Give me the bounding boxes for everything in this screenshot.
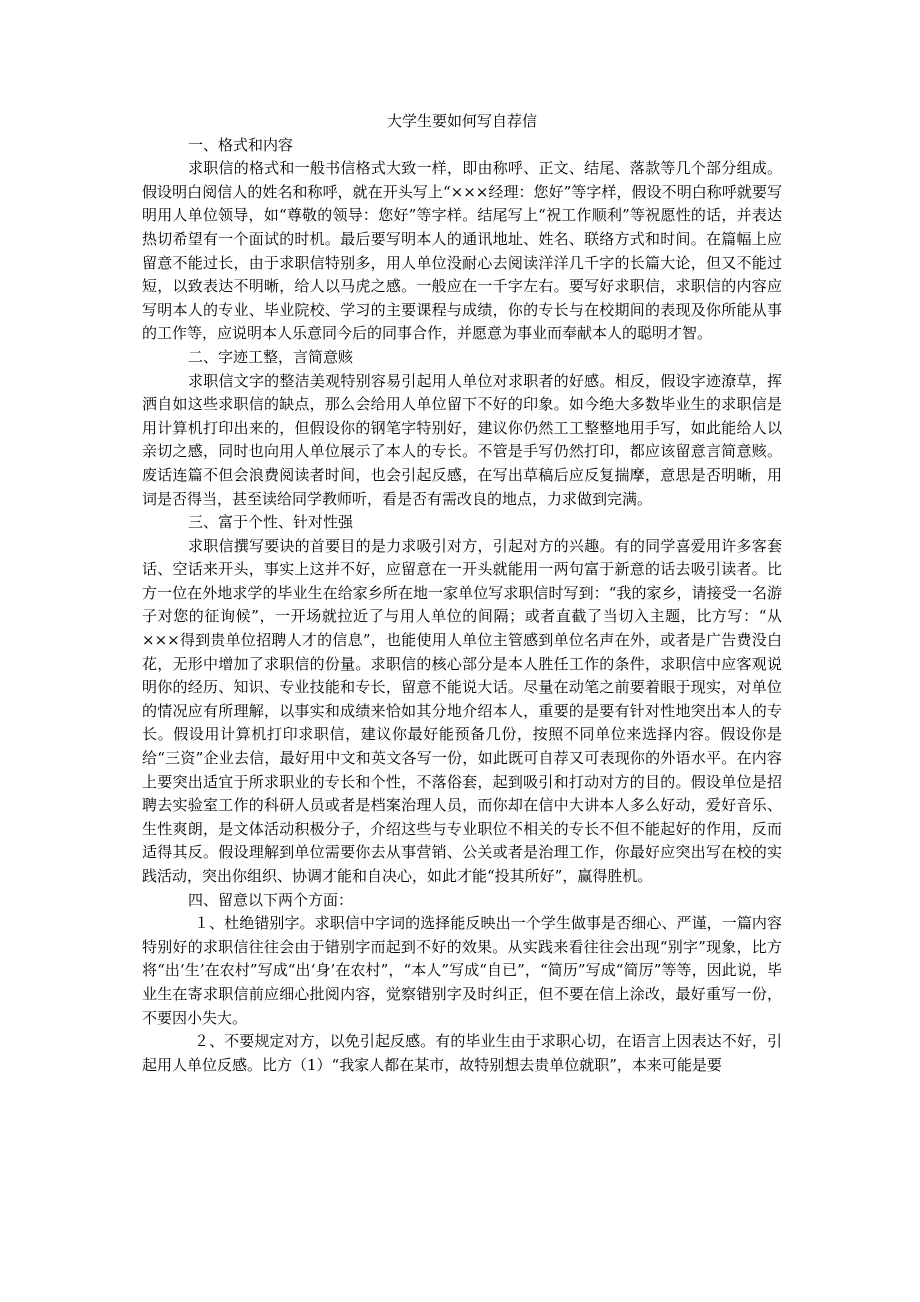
section-1-heading: 一、格式和内容 <box>188 135 294 154</box>
section-3-heading: 三、富于个性、针对性强 <box>188 513 354 532</box>
section-1-paragraph: 求职信的格式和一般书信格式大致一样，即由称呼、正文、结尾、落款等几个部分组成。假设明白阅信人的姓名和称呼，就在开头写上“×××经理：您好”等字样，假设不明白称呼就要写明用人单位领导，如“尊敬的领导：您好”等字样。结尾写上“祝工作顺利”等祝愿性的话，并表达热切希望有一个面试的时机。最后要写明本人的通讯地址、姓名、联络方式和时间。在篇幅上应留意不能过长，由于求职信特别多，用人单位没耐心去阅读洋洋几千字的长篇大论，但又不能过短，以致表达不明晰，给人以马虎之感。一般应在一千字左右。要写好求职信，求职信的内容应写明本人的专业、毕业院校、学习的主要课程与成绩，你的专长与在校期间的表现及你所能从事的工作等，应说明本人乐意同今后的同事合作，并愿意为事业而奉献本人的聪明才智。 <box>142 159 782 343</box>
section-4-heading: 四、留意以下两个方面： <box>188 890 354 909</box>
section-4-item-2: ２、不要规定对方，以免引起反感。有的毕业生由于求职心切，在语言上因表达不好，引起用人单位反感。比方（1）“我家人都在某市，故特别想去贵单位就职”，本来可能是要 <box>142 1032 782 1074</box>
section-2-paragraph: 求职信文字的整洁美观特别容易引起用人单位对求职者的好感。相反，假设字迹潦草，挥洒自如这些求职信的缺点，那么会给用人单位留下不好的印象。如今绝大多数毕业生的求职信是用计算机打印出来的，但假设你的钢笔字特别好，建议你仍然工工整整地用手写，如此能给人以亲切之感，同时也向用人单位展示了本人的专长。不管是手写仍然打印，都应该留意言简意赅。废话连篇不但会浪费阅读者时间，也会引起反感，在写出草稿后应反复揣摩，意思是否明晰，用词是否得当，甚至读给同学教师听，看是否有需改良的地点，力求做到完满。 <box>142 371 782 508</box>
section-3-paragraph: 求职信撰写要诀的首要目的是力求吸引对方，引起对方的兴趣。有的同学喜爱用许多客套话、空话来开头，事实上这并不好，应留意在一开头就能用一两句富于新意的话去吸引读者。比方一位在外地求学的毕业生在给家乡所在地一家单位写求职信时写到：“我的家乡，请接受一名游子对您的征询候”，一开场就拉近了与用人单位的间隔；或者直截了当切入主题，比方写：“从×××得到贵单位招聘人才的信息”，也能使用人单位主管感到单位名声在外，或者是广告费没白花，无形中增加了求职信的份量。求职信的核心部分是本人胜任工作的条件，求职信中应客观说明你的经历、知识、专业技能和专长，留意不能说大话。尽量在动笔之前要着眼于现实，对单位的情况应有所理解，以事实和成绩来恰如其分地介绍本人，重要的是要有针对性地突出本人的专长。假设用计算机打印求职信，建议你最好能预备几份，按照不同单位来选择内容。假设你是给“三资”企业去信，最好用中文和英文各写一份，如此既可自荐又可表现你的外语水平。在内容上要突出适宜于所求职业的专长和个性，不落俗套，起到吸引和打动对方的目的。假设单位是招聘去实验室工作的科研人员或者是档案治理人员，而你却在信中大讲本人多么好动，爱好音乐、生性爽朗，是文体活动积极分子，介绍这些与专业职位不相关的专长不但不能起好的作用，反而适得其反。假设理解到单位需要你去从事营销、公关或者是治理工作，你最好应突出写在校的实践活动，突出你组织、协调才能和自决心，如此才能“投其所好”，赢得胜机。 <box>142 536 782 885</box>
document-title: 大学生要如何写自荐信 <box>386 112 537 130</box>
section-2-heading: 二、字迹工整，言简意赅 <box>188 347 354 366</box>
document-body <box>142 110 782 1077</box>
section-4-item-1: １、杜绝错别字。求职信中字词的选择能反映出一个学生做事是否细心、严谨，一篇内容特别好的求职信往往会由于错别字而起到不好的效果。从实践来看往往会出现“别字”现象，比方将“出‘生’在农村”写成“出‘身’在农村”，“本人”写成“自已”，“简历”写成“简厉”等等，因此说，毕业生在寄求职信前应细心批阅内容，觉察错别字及时纠正，但不要在信上涂改，最好重写一份，不要因小失大。 <box>142 914 782 1027</box>
